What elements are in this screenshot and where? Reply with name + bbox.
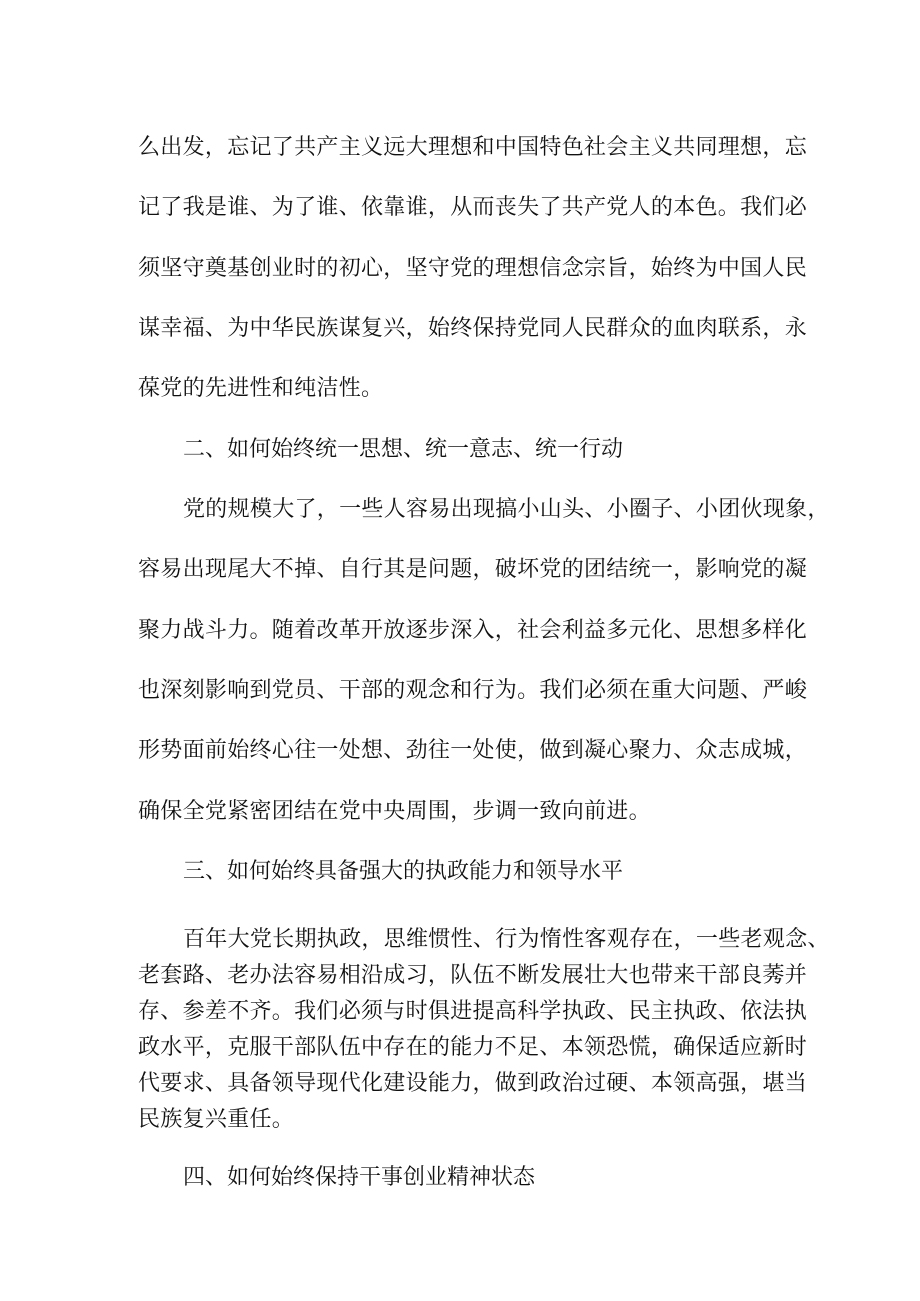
paragraph-2-line-4: 也深刻影响到党员、干部的观念和行为。我们必须在重大问题、严峻	[138, 678, 808, 703]
paragraph-3-line-3: 存、参差不齐。我们必须与时俱进提高科学执政、民主执政、依法执	[138, 999, 808, 1024]
paragraph-3-line-1: 百年大党长期执政，思维惯性、行为惰性客观存在，一些老观念、	[183, 927, 830, 952]
paragraph-1-line-1: 么出发，忘记了共产主义远大理想和中国特色社会主义共同理想，忘	[138, 135, 808, 160]
paragraph-2-line-6: 确保全党紧密团结在党中央周围，步调一致向前进。	[138, 799, 651, 824]
section-heading-2: 二、如何始终统一思想、统一意志、统一行动	[183, 437, 624, 462]
paragraph-3-line-6: 民族复兴重任。	[138, 1107, 295, 1132]
paragraph-2-line-1: 党的规模大了，一些人容易出现搞小山头、小圈子、小团伙现象，	[183, 497, 830, 522]
paragraph-3-line-4: 政水平，克服干部队伍中存在的能力不足、本领恐慌，确保适应新时	[138, 1035, 808, 1060]
paragraph-1-line-3: 须坚守奠基创业时的初心，坚守党的理想信念宗旨，始终为中国人民	[138, 256, 808, 281]
paragraph-2-line-2: 容易出现尾大不掉、自行其是问题，破坏党的团结统一，影响党的凝	[138, 557, 808, 582]
paragraph-1-line-2: 记了我是谁、为了谁、依靠谁，从而丧失了共产党人的本色。我们必	[138, 195, 808, 220]
paragraph-1-line-4: 谋幸福、为中华民族谋复兴，始终保持党同人民群众的血肉联系，永	[138, 316, 808, 341]
paragraph-3-line-5: 代要求、具备领导现代化建设能力，做到政治过硬、本领高强，堪当	[138, 1071, 808, 1096]
section-heading-3: 三、如何始终具备强大的执政能力和领导水平	[183, 859, 624, 884]
paragraph-3-line-2: 老套路、老办法容易相沿成习，队伍不断发展壮大也带来干部良莠并	[138, 963, 808, 988]
paragraph-2-line-3: 聚力战斗力。随着改革开放逐步深入，社会利益多元化、思想多样化	[138, 618, 808, 643]
paragraph-2-line-5: 形势面前始终心往一处想、劲往一处使，做到凝心聚力、众志成城，	[138, 738, 808, 763]
paragraph-1-line-5: 葆党的先进性和纯洁性。	[138, 376, 384, 401]
section-heading-4: 四、如何始终保持干事创业精神状态	[183, 1165, 536, 1190]
